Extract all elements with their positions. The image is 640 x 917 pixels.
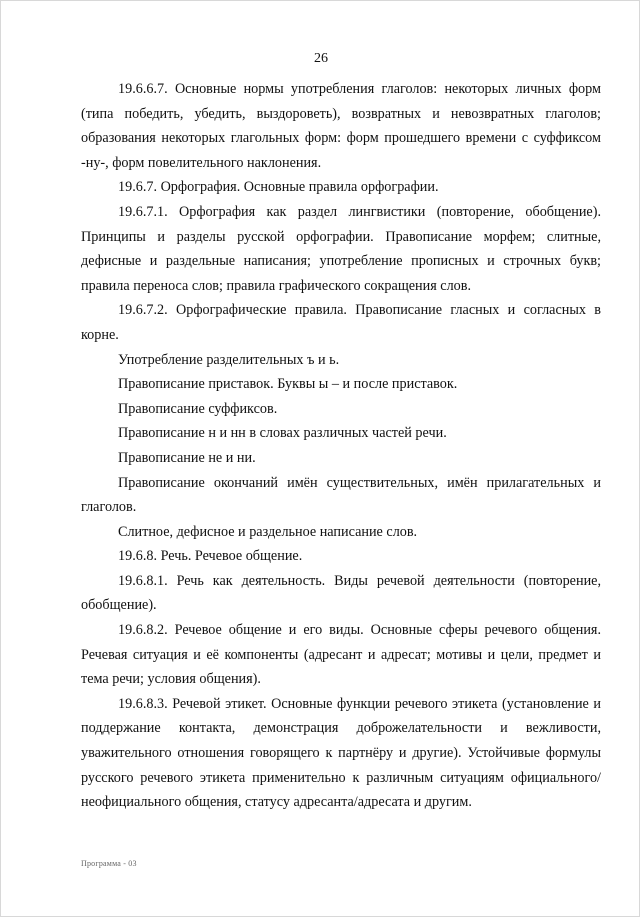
heading-19-6-8: 19.6.8. Речь. Речевое общение. bbox=[118, 548, 303, 565]
page-footer: Программа - 03 bbox=[81, 859, 137, 868]
document-body bbox=[81, 77, 601, 815]
paragraph-19-6-7-2: 19.6.7.2. Орфографические правила. Правописание гласных и согласных в корне. bbox=[81, 302, 601, 343]
page-number: 26 bbox=[314, 51, 328, 66]
paragraph-spelling-words: Слитное, дефисное и раздельное написание слов. bbox=[118, 523, 418, 540]
paragraph-separators: Употребление разделительных ъ и ь. bbox=[118, 351, 340, 368]
paragraph-suffixes: Правописание суффиксов. bbox=[118, 400, 278, 417]
paragraph-ne-ni: Правописание не и ни. bbox=[118, 449, 256, 466]
paragraph-19-6-6-7: 19.6.6.7. Основные нормы употребления глаголов: некоторых личных форм (типа победить, убедить, выздороветь), возвратных и невозвратных глаголов; образования некоторых глагольных форм: форм прошедшего времени с суффиксом -ну-, форм повелительного наклонения. bbox=[81, 81, 601, 171]
paragraph-endings: Правописание окончаний имён существительных, имён прилагательных и глаголов. bbox=[81, 474, 601, 516]
paragraph-prefixes: Правописание приставок. Буквы ы – и после приставок. bbox=[118, 376, 458, 393]
paragraph-n-nn: Правописание н и нн в словах различных частей речи. bbox=[118, 425, 447, 442]
paragraph-19-6-8-1: 19.6.8.1. Речь как деятельность. Виды речевой деятельности (повторение, обобщение). bbox=[81, 572, 601, 614]
paragraph-19-6-7-1: 19.6.7.1. Орфография как раздел лингвистики (повторение, обобщение). Принципы и разделы русской орфографии. Правописание морфем; слитные, дефисные и раздельные написания; употребление прописных и строчных букв; правила переноса слов; правила графического сокращения слов. bbox=[81, 203, 601, 294]
heading-19-6-7: 19.6.7. Орфография. Основные правила орфографии. bbox=[118, 179, 439, 196]
paragraph-19-6-8-3: 19.6.8.3. Речевой этикет. Основные функции речевого этикета (установление и поддержание контакта, демонстрация доброжелательности и вежливости, уважительного отношения говорящего к партнёру и другие). Устойчивые формулы русского речевого этикета применительно к различным ситуациям официального/неофициального общения, статусу адресанта/адресата и другим. bbox=[81, 695, 601, 811]
paragraph-19-6-8-2: 19.6.8.2. Речевое общение и его виды. Основные сферы речевого общения. Речевая ситуация и её компоненты (адресант и адресат; мотивы и цели, предмет и тема речи; условия общения). bbox=[81, 622, 601, 688]
